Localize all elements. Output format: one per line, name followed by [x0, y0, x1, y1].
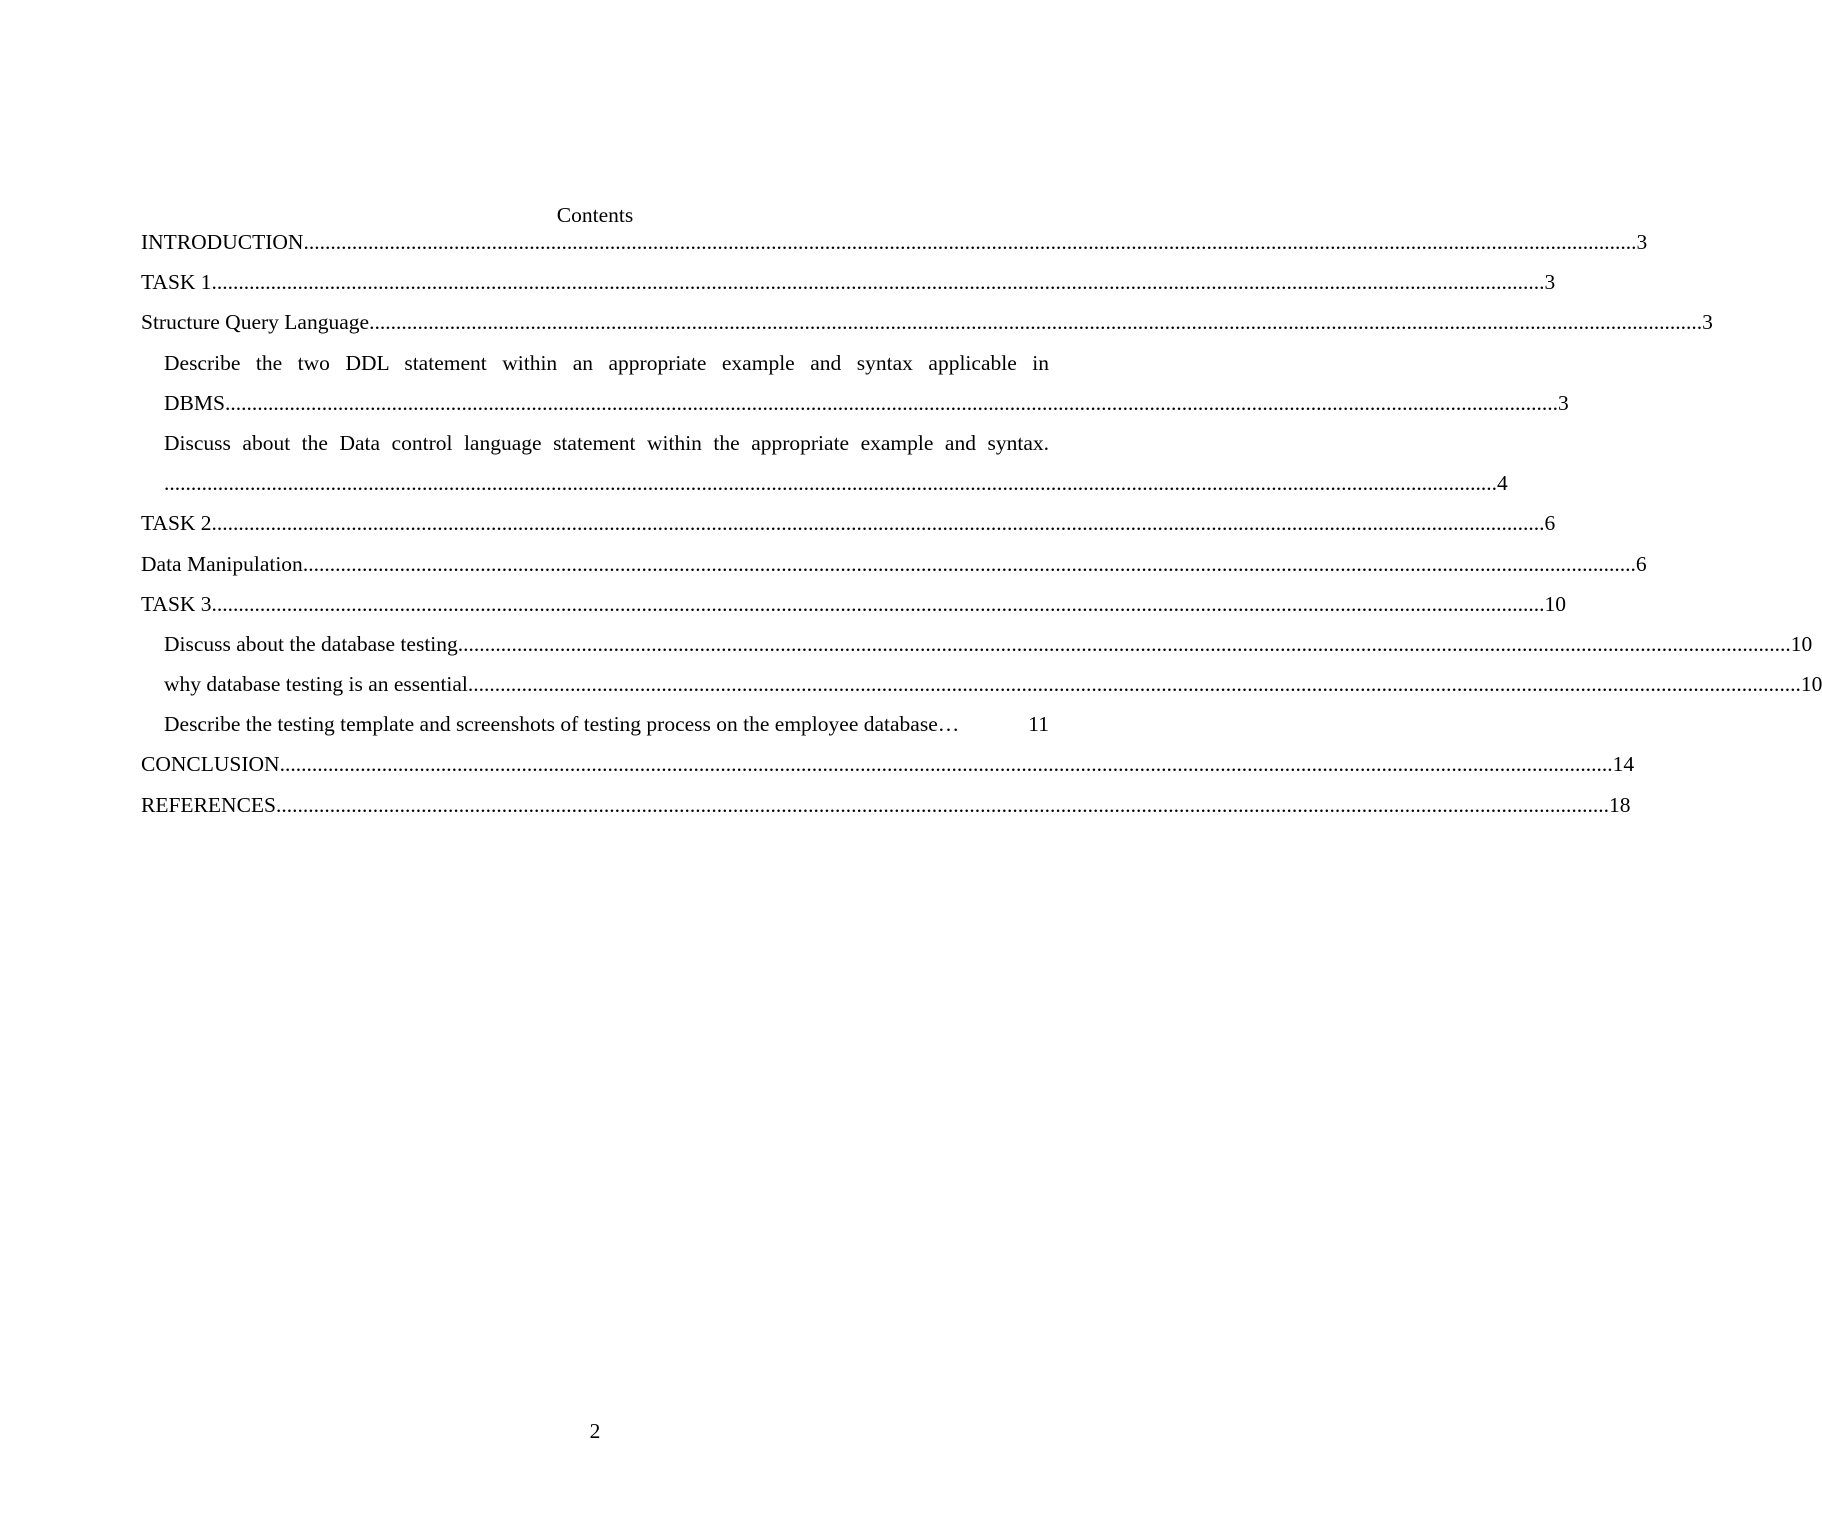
toc-entry-dcl-statement-line1[interactable]: [141, 429, 1049, 469]
dot-leader: ........................................................................................................................................................................................................................................................: [302, 551, 1636, 576]
toc-entry-references[interactable]: [141, 791, 1631, 831]
toc-entry-label: REFERENCES: [141, 792, 276, 817]
toc-entry-label: Discuss about the database testing: [164, 631, 458, 656]
page-number: 2: [589, 1419, 601, 1443]
toc-entry-why-database-testing[interactable]: [141, 670, 1822, 710]
page-title: Contents: [556, 203, 634, 227]
dot-leader: ........................................................................................................................................................................................................................................................: [279, 752, 1613, 777]
toc-entry-data-manipulation[interactable]: [141, 550, 1647, 590]
toc-entry-label: TASK 3: [141, 591, 212, 616]
toc-entry-label: Structure Query Language: [141, 310, 370, 335]
toc-entry-label: TASK 1: [141, 270, 212, 295]
toc-entry-page: 6: [1635, 551, 1647, 576]
dot-leader: ........................................................................................................................................................................................................................................................: [224, 390, 1558, 415]
toc-entry-page: 3: [1544, 270, 1556, 295]
toc-entry-page: 4: [1497, 471, 1508, 496]
dot-leader: ........................................................................................................................................................................................................................................................: [303, 230, 1637, 254]
toc-entry-conclusion[interactable]: [141, 750, 1635, 790]
toc-entry-page: 10: [1790, 631, 1813, 656]
toc-entry-page: 3: [1702, 310, 1713, 335]
toc-entry-introduction[interactable]: [141, 228, 1648, 268]
toc-entry-label: why database testing is an essential: [164, 672, 468, 697]
dot-leader: ........................................................................................................................................................................................................................................................: [211, 591, 1545, 616]
toc-entry-task-2[interactable]: [141, 509, 1556, 549]
toc-entry-label-line1: Discuss about the Data control language statement within the appropriate example and syntax.: [164, 430, 1049, 455]
toc-entry-page: 10: [1800, 672, 1822, 697]
toc-entry-page: 10: [1544, 591, 1567, 616]
toc-entry-label-line1: Describe the two DDL statement within an appropriate example and syntax applicable in: [164, 350, 1049, 375]
toc-entry-page: 3: [1557, 390, 1569, 415]
toc-entry-structure-query-language[interactable]: [141, 308, 1713, 348]
toc-entry-label: Describe the testing template and screenshots of testing process on the employee database…: [164, 712, 960, 737]
toc-entry-page: 3: [1636, 230, 1648, 254]
toc-entry-page: 11: [1028, 712, 1049, 737]
toc-entry-page: 18: [1609, 792, 1631, 817]
toc-entry-task-3[interactable]: [141, 590, 1567, 630]
toc-entry-testing-template[interactable]: [141, 710, 1049, 750]
toc-entry-label: TASK 2: [141, 511, 212, 536]
toc-entry-database-testing[interactable]: [141, 630, 1813, 670]
toc-entry-ddl-statement[interactable]: [141, 389, 1569, 429]
dot-leader: ........................................................................................................................................................................................................................................................: [467, 672, 1801, 697]
table-of-contents: [141, 228, 1822, 831]
toc-entry-dcl-statement[interactable]: [141, 469, 1508, 509]
toc-entry-page: 14: [1612, 752, 1635, 777]
dot-leader: ........................................................................................................................................................................................................................................................: [457, 631, 1791, 656]
dot-leader: ........................................................................................................................................................................................................................................................: [276, 792, 1609, 817]
toc-entry-task-1[interactable]: [141, 268, 1556, 308]
dot-leader: ........................................................................................................................................................................................................................................................: [211, 270, 1545, 295]
dot-leader: ........................................................................................................................................................................................................................................................: [211, 511, 1545, 536]
toc-entry-label: DBMS: [164, 390, 225, 415]
toc-entry-label: Data Manipulation: [141, 551, 303, 576]
toc-entry-ddl-statement-line1[interactable]: [141, 349, 1049, 389]
dot-leader: ........................................................................................................................................................................................................................................................: [369, 310, 1703, 335]
toc-entry-label: CONCLUSION: [141, 752, 280, 777]
toc-entry-page: 6: [1544, 511, 1556, 536]
dot-leader: ........................................................................................................................................................................................................................................................: [164, 471, 1497, 496]
toc-entry-label: INTRODUCTION: [141, 230, 304, 254]
